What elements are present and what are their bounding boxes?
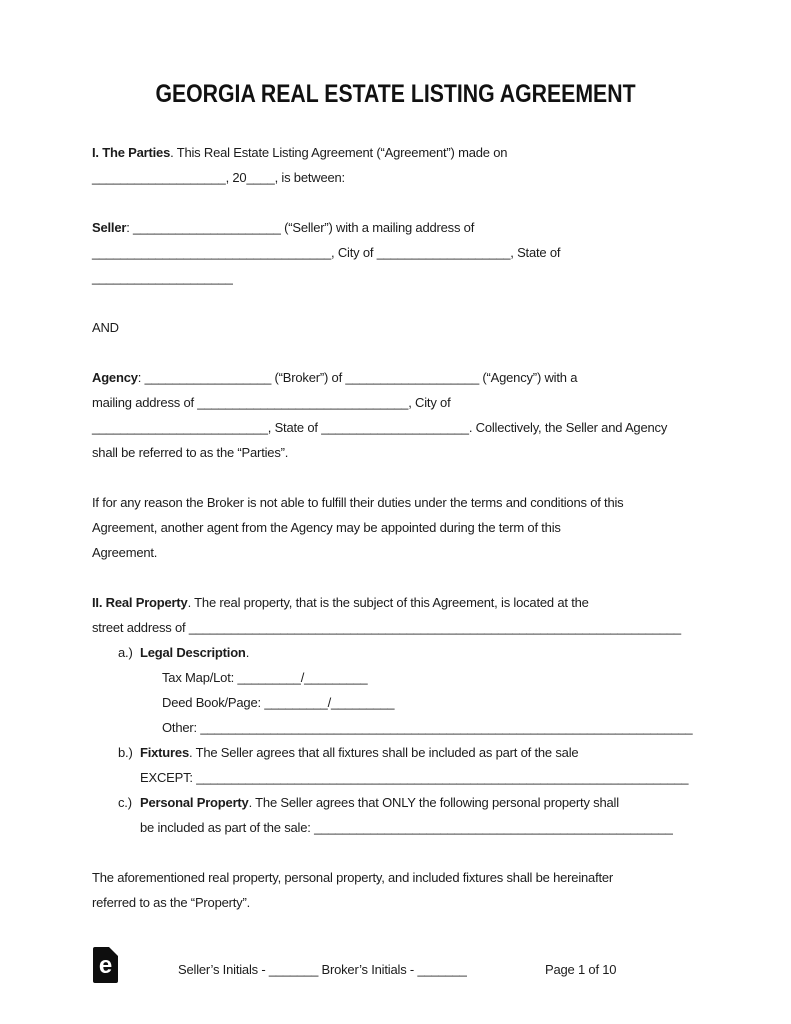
- initials-line: Seller’s Initials - _______ Broker’s Initials - _______: [178, 962, 467, 977]
- text: EXCEPT: ______________________________________________________________________: [140, 770, 689, 785]
- text: The aforementioned real property, personal property, and included fixtures shall be hereinafter: [92, 870, 614, 885]
- document-line: [92, 515, 704, 540]
- document-line: [92, 690, 704, 715]
- bold-text: II. Real Property: [92, 595, 188, 610]
- document-block: [92, 590, 704, 640]
- document-block: [92, 865, 704, 915]
- list-marker: b.): [118, 745, 133, 760]
- text: street address of ______________________________________________________________________: [92, 620, 681, 635]
- text: referred to as the “Property”.: [92, 895, 251, 910]
- document-line: [92, 315, 704, 340]
- document-title: GEORGIA REAL ESTATE LISTING AGREEMENT: [155, 80, 636, 108]
- text: ___________________, 20____, is between:: [92, 170, 345, 185]
- document-line: [92, 440, 704, 465]
- bold-text: Fixtures: [140, 745, 189, 760]
- document-body: [92, 140, 704, 915]
- bold-text: Personal Property: [140, 795, 249, 810]
- document-line: [92, 815, 704, 840]
- document-line: [92, 640, 704, 665]
- document-block: [92, 490, 704, 565]
- text: shall be referred to as the “Parties”.: [92, 445, 289, 460]
- text: ____________________: [92, 270, 233, 285]
- list-marker: a.): [118, 645, 133, 660]
- text: Deed Book/Page: _________/_________: [162, 695, 395, 710]
- text: . The real property, that is the subject of this Agreement, is located at the: [187, 595, 589, 610]
- text: Tax Map/Lot: _________/_________: [162, 670, 368, 685]
- text: . The Seller agrees that all fixtures shall be included as part of the sale: [188, 745, 579, 760]
- text: : _____________________ (“Seller”) with a mailing address of: [126, 220, 475, 235]
- document-block: [92, 740, 704, 790]
- text: mailing address of ______________________________, City of: [92, 395, 451, 410]
- page-footer: [92, 946, 700, 988]
- document-line: [92, 715, 704, 740]
- text: If for any reason the Broker is not able to fulfill their duties under the terms and conditions of this: [92, 495, 624, 510]
- document-block: [92, 790, 704, 840]
- document-line: [92, 490, 704, 515]
- text: _________________________, State of _____________________. Collectively, the Seller and Agency: [92, 420, 668, 435]
- document-block: [92, 365, 704, 465]
- document-block: [92, 665, 704, 690]
- text: .: [245, 645, 250, 660]
- document-line: [92, 365, 704, 390]
- eforms-logo-icon: [93, 947, 118, 983]
- document-line: [92, 140, 704, 165]
- page-number: Page 1 of 10: [545, 962, 617, 977]
- document-line: [92, 540, 704, 565]
- eforms-logo-letter: e: [98, 952, 113, 979]
- document-block: [92, 215, 704, 290]
- text: : __________________ (“Broker”) of ___________________ (“Agency”) with a: [137, 370, 578, 385]
- text: AND: [92, 320, 119, 335]
- document-line: [92, 215, 704, 240]
- document-line: [92, 665, 704, 690]
- document-line: [92, 615, 704, 640]
- text: . The Seller agrees that ONLY the following personal property shall: [248, 795, 619, 810]
- document-line: [92, 740, 704, 765]
- document-line: [92, 590, 704, 615]
- text: Agreement.: [92, 545, 158, 560]
- document-line: [92, 240, 704, 265]
- document-block: [92, 640, 704, 665]
- document-line: [92, 865, 704, 890]
- document-block: [92, 140, 704, 190]
- document-line: [92, 765, 704, 790]
- text: be included as part of the sale: ___________________________________________________: [140, 820, 673, 835]
- document-line: [92, 890, 704, 915]
- text: Agreement, another agent from the Agency may be appointed during the term of this: [92, 520, 561, 535]
- bold-text: I. The Parties: [92, 145, 171, 160]
- document-block: [92, 715, 704, 740]
- list-marker: c.): [118, 795, 132, 810]
- document-line: [92, 265, 704, 290]
- document-line: [92, 390, 704, 415]
- document-block: [92, 315, 704, 340]
- bold-text: Legal Description: [140, 645, 246, 660]
- bold-text: Agency: [92, 370, 138, 385]
- bold-text: Seller: [92, 220, 127, 235]
- document-block: [92, 690, 704, 715]
- text: __________________________________, City of ___________________, State of: [92, 245, 561, 260]
- text: Other: ______________________________________________________________________: [162, 720, 693, 735]
- document-line: [92, 790, 704, 815]
- document-line: [92, 415, 704, 440]
- text: . This Real Estate Listing Agreement (“Agreement”) made on: [170, 145, 508, 160]
- document-line: [92, 165, 704, 190]
